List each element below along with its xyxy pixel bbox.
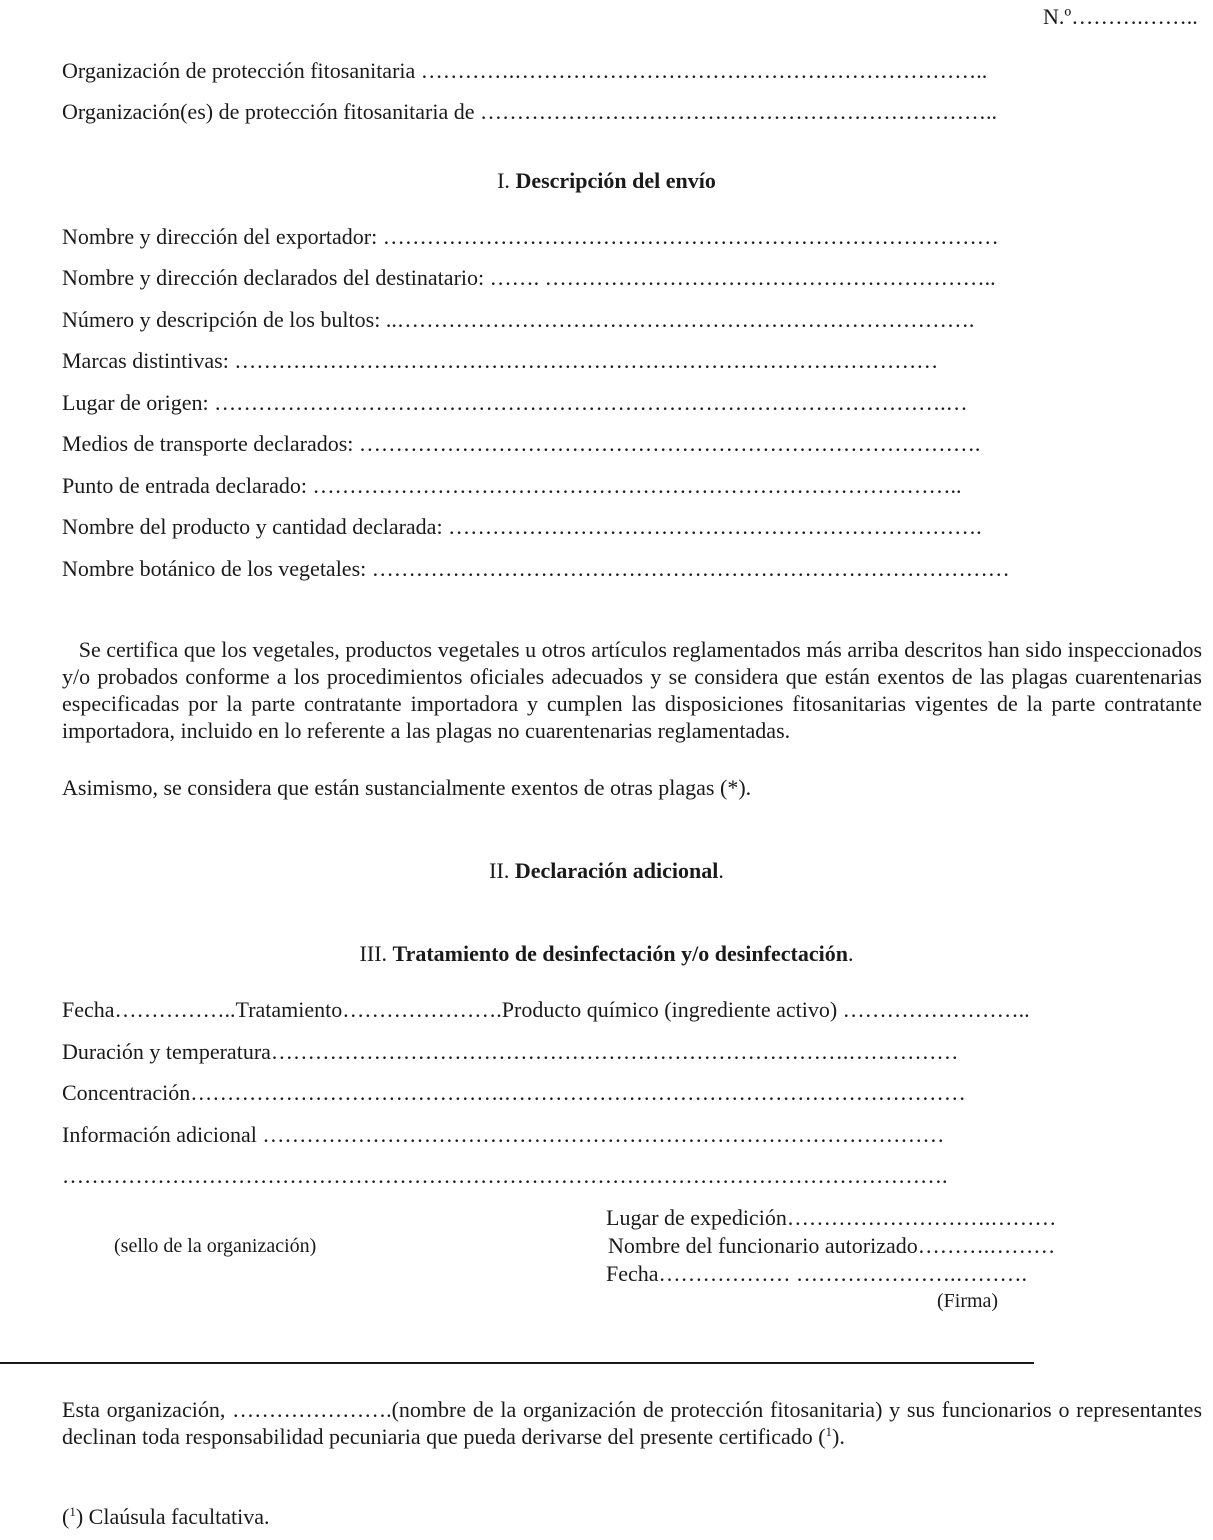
origin-field: Lugar de origen: ……………………………………………………………………………………….… (62, 390, 968, 415)
authorized-officer-field: Nombre del funcionario autorizado……….……… (608, 1233, 1056, 1258)
place-of-issue-field: Lugar de expedición……………………….……… (606, 1205, 1057, 1230)
botanical-name-field: Nombre botánico de los vegetales: …………………………………………………………………………… (62, 556, 1010, 581)
concentration-field: Concentración…………………………………….……………………………………………………… (62, 1080, 966, 1105)
other-pests-statement: Asimismo, se considera que están sustancialmente exentos de otras plagas (*). (62, 775, 752, 800)
section-1-number: I. (497, 168, 516, 193)
marks-field: Marcas distintivas: …………………………………………………………………………………… (62, 348, 939, 373)
liability-text: Esta organización, ………………….(nombre de la organización de protección fitosanitaria) y sus funcionarios o representantes declinan toda responsabilidad pecuniaria que pueda derivarse del presente certificado ( (62, 1397, 1202, 1449)
section-2-period: . (718, 858, 724, 883)
product-field: Nombre del producto y cantidad declarada: ………………………………………………………………. (62, 514, 982, 539)
footnote (62, 1504, 269, 1530)
additional-info-continuation: …………………………………………………………………………………………………………. (62, 1163, 948, 1188)
section-2-title: Declaración adicional (514, 858, 719, 883)
additional-info-field: Información adicional ………………………………………………………………………………… (62, 1122, 945, 1147)
section-3-title: Tratamiento de desinfectación y/o desinfectación (392, 941, 848, 966)
issue-date-field: Fecha……………… ………………….………. (606, 1261, 1028, 1286)
consignee-field: Nombre y dirección declarados del destinatario: ……. …………………………………………………….. (62, 265, 996, 290)
section-2-heading (0, 858, 1213, 884)
destination-organization-line: Organización(es) de protección fitosanitaria de …………………………………………………………….. (62, 99, 998, 124)
section-3-period: . (847, 941, 854, 966)
treatment-date-field: Fecha……………..Tratamiento………………….Producto químico (ingrediente activo) …………………….. (62, 997, 1030, 1022)
transport-field: Medios de transporte declarados: …………………………………………………………………………. (62, 431, 981, 456)
organization-seal-label: (sello de la organización) (114, 1235, 317, 1257)
liability-footnote-ref: 1 (825, 1424, 833, 1439)
footer-divider (0, 1362, 1034, 1364)
liability-disclaimer (62, 1396, 1202, 1450)
signature-label: (Firma) (937, 1290, 999, 1312)
footnote-text: ) Claúsula facultativa. (75, 1504, 270, 1529)
entry-point-field: Punto de entrada declarado: …………………………………………………………………………….. (62, 473, 962, 498)
npp-organization-line: Organización de protección fitosanitaria ………….……………………………………………………….. (62, 58, 988, 83)
duration-temperature-field: Duración y temperatura…………………………………………………………………….…………… (62, 1039, 959, 1064)
section-2-number: II. (489, 858, 515, 883)
footnote-marker: 1 (69, 1504, 76, 1519)
section-3-heading (0, 941, 1213, 967)
certification-paragraph: Se certifica que los vegetales, productos vegetales u otros artículos reglamentados más arriba descritos han sido inspeccionados y/o probados conforme a los procedimientos oficiales adecuados y se considera que están exentos de las plagas cuarentenarias especificadas por la parte contratante importadora y cumplen las disposiciones fitosanitarias vigentes de la parte contratante importadora, incluido en lo referente a las plagas no cuarentenarias reglamentadas. (62, 637, 1208, 743)
section-1-heading (0, 168, 1213, 194)
exporter-field: Nombre y dirección del exportador: ………………………………………………………………………… (62, 224, 999, 249)
section-1-title: Descripción del envío (515, 168, 716, 193)
section-3-number: III. (359, 941, 393, 966)
footnote-open: ( (62, 1504, 70, 1529)
packages-field: Número y descripción de los bultos: ..……………………………………………………………………. (62, 307, 975, 332)
certificate-number: N.º……….…….. (1043, 4, 1198, 29)
liability-text-end: ). (832, 1424, 845, 1449)
